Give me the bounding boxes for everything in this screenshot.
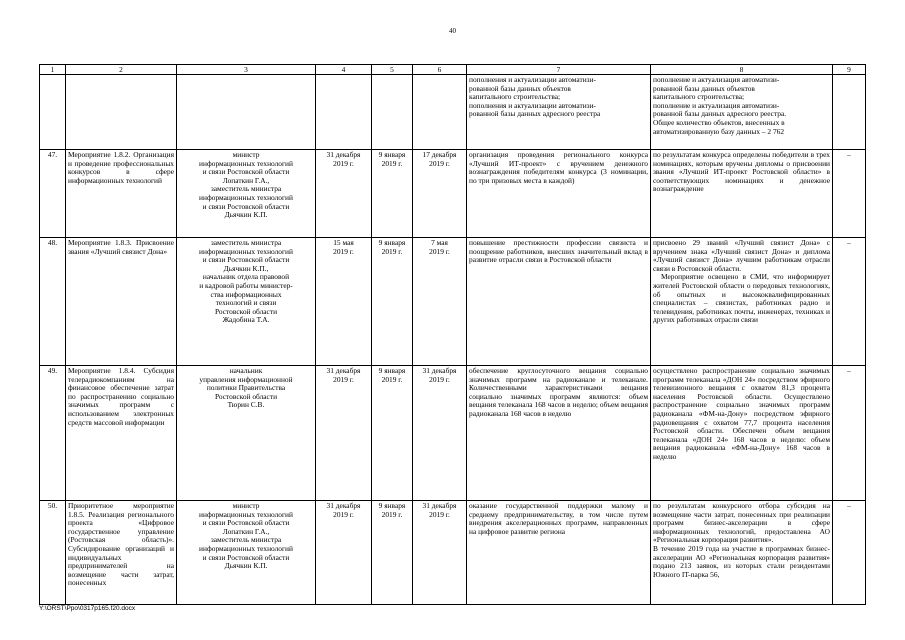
row-number: 48. [40,238,66,366]
responsible-person: начальник управления информационной политики Правительства Ростовской области Тюрин С.В. [177,366,316,501]
column-number: 8 [651,65,833,75]
column-number: 9 [833,65,866,75]
table-row [40,238,866,366]
note: – [833,366,866,501]
end-date: 7 мая 2019 г. [413,238,467,366]
row-number: 50. [40,501,66,605]
column-number: 5 [372,65,413,75]
column-number: 4 [316,65,372,75]
table-row [40,366,866,501]
activity-name: Мероприятие 1.8.2. Организация и проведение профессиональных конкурсов в сфере информационных технологий [66,150,177,238]
continuation-result-plan: пополнения и актуализации автоматизи- рованной базы данных объектов капитального строительства; пополнения и актуализации автоматизи- рованной базы данных адресного реестра [467,75,651,150]
activity-name: Приоритетное мероприятие 1.8.5. Реализация регионального проекта «Цифровое государственное управление (Ростовская область)». Субсидирование организаций и индивидуальных предпринимателей на возмещение части затрат, понесенных [66,501,177,605]
column-number: 3 [177,65,316,75]
responsible-person: заместитель министра информационных технологий и связи Ростовской области Дьячкин К.П., начальник отдела правовой и кадровой работы министер- ства информационных технологий и связи Ростовской области Жадобина Т.А. [177,238,316,366]
column-number: 7 [467,65,651,75]
actual-result: по результатам конкурса определены победители в трех номинациях, которым вручены дипломы о присвоении звания «Лучший ИТ-проект Ростовской области» в соответствующих номинациях и денежное вознаграждение [651,150,833,238]
activity-name: Мероприятие 1.8.3. Присвоение звания «Лучший связист Дона» [66,238,177,366]
table-row [40,150,866,238]
end-date: 17 декабря 2019 г. [413,150,467,238]
planned-result: повышение престижности профессии связиста и поощрение работников, внесших значительный вклад в развитие отрасли связи в Ростовской области [467,238,651,366]
file-path-footer: Y:\ORST\Ppo\0317p165.f20.docx [39,605,136,612]
planned-result: организация проведения регионального конкурса «Лучший ИТ-проект» с вручением денежного вознаграждения победителям конкурса (3 номинации, по три призовых места в каждой) [467,150,651,238]
actual-result: по результатам конкурсного отбора субсидия на возмещение части затрат, понесенных при реализации программ бизнес-акселерации в сфере информационных технологий, предоставлена АО «Региональная корпорация развития». В течение 2019 года на участие в программах бизнес-акселерации АО «Региональная корпорация развития» подано 213 заявок, из которых стали резидентами Южного IT-парка 56, [651,501,833,605]
planned-result: оказание государственной поддержки малому и среднему предпринимательству, в том числе путем внедрения акселерационных программ, направленных на цифровое развитие региона [467,501,651,605]
note: – [833,501,866,605]
start-date: 9 января 2019 г. [372,366,413,501]
page-number: 40 [449,27,456,35]
start-date: 9 января 2019 г. [372,501,413,605]
planned-date: 31 декабря 2019 г. [316,150,372,238]
continuation-row [40,75,866,150]
responsible-person: министр информационных технологий и связи Ростовской области Лопаткин Г.А., заместитель министра информационных технологий и связи Ростовской области Дьячкин К.П. [177,501,316,605]
column-number-row [40,65,866,75]
note: – [833,238,866,366]
responsible-person: министр информационных технологий и связи Ростовской области Лопаткин Г.А., заместитель министра информационных технологий и связи Ростовской области Дьячкин К.П. [177,150,316,238]
table-row [40,501,866,605]
column-number: 2 [66,65,177,75]
actual-result: присвоено 29 званий «Лучший связист Дона» с вручением знака «Лучший связист Дона» и диплома «Лучший связист Дона» лучшим работникам отрасли связи в Ростовской области. Мероприятие освещено в СМИ, что информирует жителей Ростовской области о передовых технологиях, об опытных и высококвалифицированных специалистах – связистах, работниках радио и телевидения, работниках почты, инженерах, техниках и других работниках отрасли связи [651,238,833,366]
continuation-result-actual: пополнение и актуализация автоматизи- рованной базы данных объектов капитального строительства; пополнение и актуализация автоматизи- рованной базы данных адресного реестра. Общее количество объектов, внесенных в автоматизированную базу данных – 2 762 [651,75,833,150]
column-number: 6 [413,65,467,75]
activity-name: Мероприятие 1.8.4. Субсидия телерадиокомпаниям на финансовое обеспечение затрат по распространению социально значимых программ с использованием электронных средств массовой информации [66,366,177,501]
start-date: 9 января 2019 г. [372,150,413,238]
planned-result: обеспечение круглосуточного вещания социально значимых программ на радиоканале и телеканале. Количественными характеристиками вещания социально значимых программ являются: объем вещания телеканала 168 часов в неделю; объем вещания радиоканала 168 часов в неделю [467,366,651,501]
planned-date: 31 декабря 2019 г. [316,366,372,501]
report-table [39,64,866,605]
column-number: 1 [40,65,66,75]
note: – [833,150,866,238]
end-date: 31 декабря 2019 г. [413,366,467,501]
planned-date: 31 декабря 2019 г. [316,501,372,605]
row-number: 49. [40,366,66,501]
planned-date: 15 мая 2019 г. [316,238,372,366]
start-date: 9 января 2019 г. [372,238,413,366]
end-date: 31 декабря 2019 г. [413,501,467,605]
row-number: 47. [40,150,66,238]
actual-result: осуществлено распространение социально значимых программ телеканала «ДОН 24» посредством эфирного телевизионного вещания с охватом 81,3 процента населения Ростовской области. Осуществлено распространение социально значимых программ радиоканала «ФМ-на-Дону» посредством эфирного радиовещания с охватом 77,7 процента населения Ростовской области. Обеспечен объем вещания телеканала «ДОН 24» 168 часов в неделю: объем вещания радиоканала «ФМ-на-Дону» 168 часов в неделю [651,366,833,501]
